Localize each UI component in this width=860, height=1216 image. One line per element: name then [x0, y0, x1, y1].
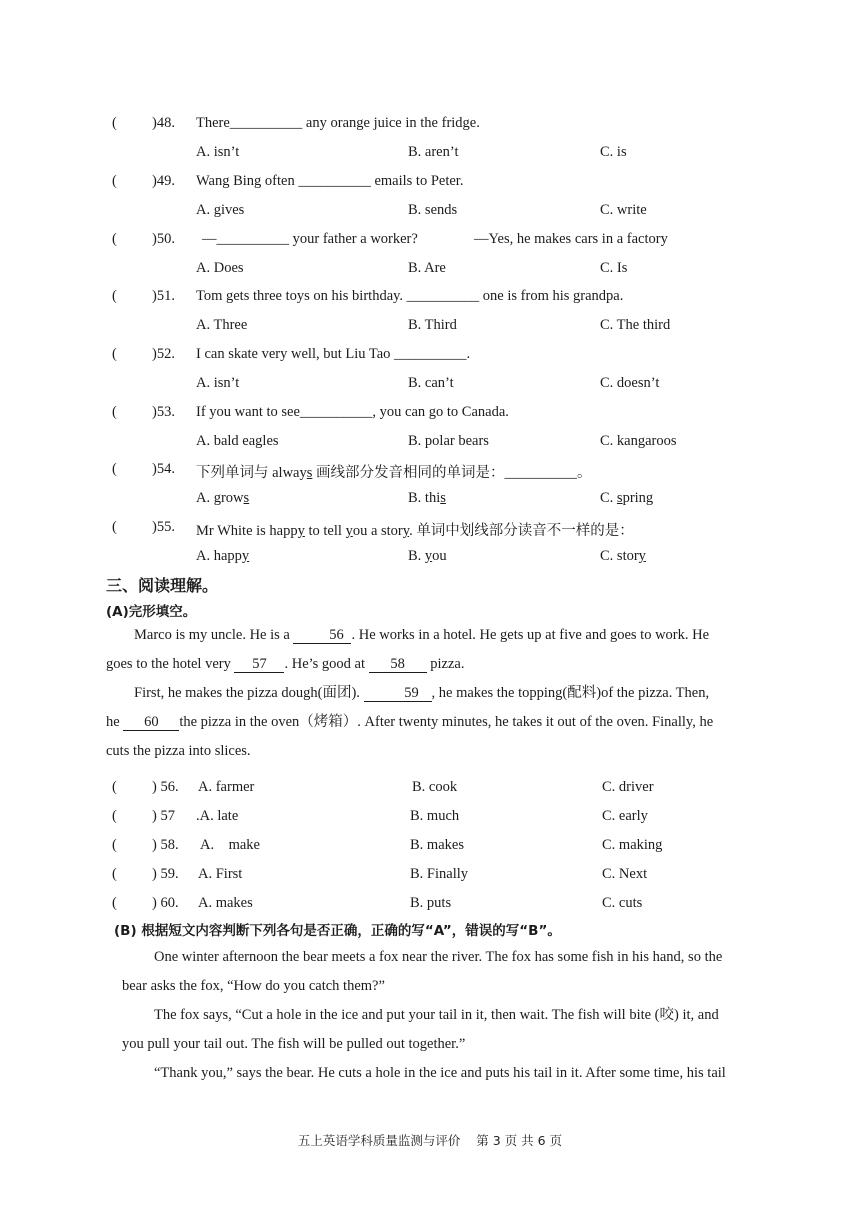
option-c: C. early	[602, 808, 648, 824]
blank-58[interactable]: 58	[369, 656, 427, 673]
question-stem: I can skate very well, but Liu Tao __________.	[196, 346, 471, 362]
option-b: B. puts	[410, 895, 452, 911]
option-a: A. make	[200, 837, 260, 853]
blank-56[interactable]: 56	[293, 627, 351, 644]
option-b: B. much	[410, 808, 460, 824]
question-stem: There__________ any orange juice in the fridge.	[196, 115, 480, 131]
answer-paren[interactable]: (	[112, 461, 117, 477]
option-b: B. aren’t	[408, 144, 459, 160]
option-b: B. polar bears	[408, 433, 489, 449]
option-c: C. Next	[602, 866, 648, 882]
question-number: )49.	[152, 173, 175, 189]
option-a: A. isn’t	[196, 375, 240, 391]
page-footer: 五上英语学科质量监测与评价 第 3 页 共 6 页	[297, 1133, 563, 1148]
option-c: C. spring	[600, 490, 654, 506]
question-response: —Yes, he makes cars in a factory	[474, 231, 668, 247]
question-number: ) 56.	[152, 779, 179, 795]
option-b: B. can’t	[408, 375, 454, 391]
answer-paren[interactable]: (	[112, 837, 117, 853]
part-b-title: (B) 根据短文内容判断下列各句是否正确，正确的写“A”，错误的写“B”。	[114, 923, 561, 939]
option-a: A. farmer	[198, 779, 255, 795]
answer-paren[interactable]: (	[112, 173, 117, 189]
question-number: )48.	[152, 115, 175, 131]
answer-paren[interactable]: (	[112, 895, 117, 911]
answer-paren[interactable]: (	[112, 231, 117, 247]
option-c: C. Is	[600, 260, 628, 276]
question-number: )51.	[152, 288, 175, 304]
option-b: B. Third	[408, 317, 457, 333]
question-number: ) 59.	[152, 866, 179, 882]
cloze-passage: Marco is my uncle. He is a 56 . He works in a hotel. He gets up at five and goes to work. He goes to the hotel very 57 . He’s good at 58 pizza. First, he makes the pizza dough(面团). 59 , he makes the topping(配料)of the pizza. Then, he 60 the pizza in the oven（烤箱）. After twenty minutes, he takes it out of the oven. Finally, he cuts the pizza into slices.	[106, 627, 714, 759]
option-a: .A. late	[196, 808, 239, 824]
option-c: C. write	[600, 202, 647, 218]
option-b: B. makes	[410, 837, 464, 853]
question-stem: Wang Bing often __________ emails to Peter.	[196, 173, 464, 189]
section-title: 三、阅读理解。	[106, 576, 219, 595]
question-number: )55.	[152, 519, 175, 535]
option-a: A. grows	[196, 490, 250, 506]
option-c: C. doesn’t	[600, 375, 660, 391]
option-c: C. is	[600, 144, 627, 160]
option-a: A. happy	[196, 548, 250, 564]
option-b: B. this	[408, 490, 446, 506]
question-stem: Tom gets three toys on his birthday. __________ one is from his grandpa.	[196, 288, 624, 304]
blank-59[interactable]: 59	[364, 685, 432, 702]
option-a: A. isn’t	[196, 144, 240, 160]
option-c: C. driver	[602, 779, 654, 795]
question-stem: Mr White is happy to tell you a story. 单词中划线部分读音不一样的是：	[196, 523, 634, 539]
option-b: B. you	[408, 548, 447, 564]
answer-paren[interactable]: (	[112, 288, 117, 304]
option-c: C. The third	[600, 317, 671, 333]
option-a: A. Does	[196, 260, 244, 276]
option-b: B. sends	[408, 202, 458, 218]
option-b: B. cook	[412, 779, 458, 795]
option-a: A. First	[198, 866, 243, 882]
answer-paren[interactable]: (	[112, 866, 117, 882]
answer-paren[interactable]: (	[112, 404, 117, 420]
reading-passage: One winter afternoon the bear meets a fox near the river. The fox has some fish in his hand, so the bear asks the fox, “How do you catch them?” The fox says, “Cut a hole in the ice and put your tail in it, then wait. The fish will bite (咬) it, and you pull your tail out. The fish will be pulled out together.” “Thank you,” says the bear. He cuts a hole in the ice and puts his tail in it. After some time, his tail	[122, 949, 726, 1081]
option-a: A. gives	[196, 202, 245, 218]
question-number: ) 57	[152, 808, 175, 824]
option-a: A. Three	[196, 317, 248, 333]
option-a: A. bald eagles	[196, 433, 279, 449]
answer-paren[interactable]: (	[112, 808, 117, 824]
answer-paren[interactable]: (	[112, 779, 117, 795]
part-a-title: (A)完形填空。	[106, 604, 197, 620]
answer-paren[interactable]: (	[112, 519, 117, 535]
question-stem: If you want to see__________, you can go to Canada.	[196, 404, 509, 420]
question-stem: 下列单词与 always 画线部分发音相同的单词是：__________。	[196, 465, 592, 481]
answer-paren[interactable]: (	[112, 346, 117, 362]
question-number: )52.	[152, 346, 175, 362]
question-number: )54.	[152, 461, 175, 477]
question-number: ) 58.	[152, 837, 179, 853]
answer-paren[interactable]: (	[112, 115, 117, 131]
option-c: C. cuts	[602, 895, 643, 911]
blank-57[interactable]: 57	[234, 656, 284, 673]
option-b: B. Finally	[410, 866, 469, 882]
question-number: ) 60.	[152, 895, 179, 911]
option-c: C. making	[602, 837, 663, 853]
question-number: )50.	[152, 231, 175, 247]
option-c: C. kangaroos	[600, 433, 677, 449]
option-b: B. Are	[408, 260, 446, 276]
option-a: A. makes	[198, 895, 253, 911]
question-stem: —__________ your father a worker?	[202, 231, 418, 247]
option-c: C. story	[600, 548, 646, 564]
question-number: )53.	[152, 404, 175, 420]
blank-60[interactable]: 60	[123, 714, 179, 731]
